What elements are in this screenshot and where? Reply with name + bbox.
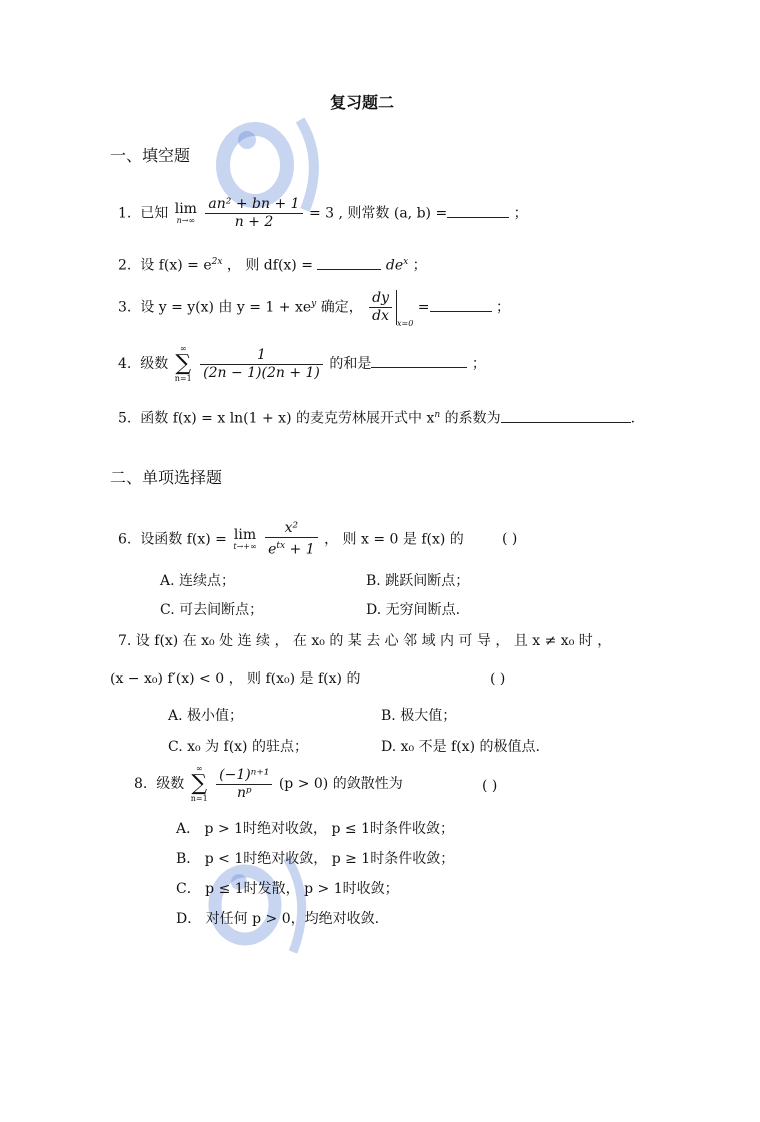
section-heading-fill-blank: 一、填空题 (110, 146, 191, 165)
option-a[interactable]: A. 连续点； (160, 573, 236, 589)
question-5: 5. 函数 f(x) = x ln(1 + x) 的麦克劳林展开式中 $x^n$ 的系数为 . (118, 410, 636, 427)
answer-blank[interactable] (317, 257, 381, 270)
answer-blank[interactable] (447, 205, 509, 218)
option-b[interactable]: B． p < 1时绝对收敛， p ≥ 1时条件收敛； (176, 851, 455, 867)
option-b[interactable]: B. 极大值； (381, 708, 457, 724)
option-c[interactable]: C. x₀ 为 f(x) 的驻点； (168, 739, 308, 755)
option-a[interactable]: A. 极小值； (168, 708, 244, 724)
option-d[interactable]: D. x₀ 不是 f(x) 的极值点. (381, 739, 540, 755)
answer-parens[interactable]: ( ) (502, 531, 518, 547)
option-d[interactable]: D. 无穷间断点. (366, 602, 461, 618)
option-a[interactable]: A． p > 1时绝对收敛， p ≤ 1时条件收敛； (176, 821, 455, 837)
page-title: 复习题二 (330, 93, 395, 112)
question-8: 8. 级数 ∞ ∑ n=1 $\frac{\text{(−1)ⁿ⁺¹}}{\text{nᵖ}}$ (p > 0) 的敛散性为 (134, 764, 403, 803)
answer-blank[interactable] (371, 355, 467, 368)
answer-blank[interactable] (501, 410, 631, 423)
option-c[interactable]: C. 可去间断点； (160, 602, 264, 618)
question-4: 4. 级数 ∞ ∑ n=1 $\frac{1}{(2n - 1)(2n + 1)}$ 的和是 ； (118, 344, 486, 383)
section-heading-single-choice: 二、单项选择题 (110, 468, 223, 487)
option-b[interactable]: B. 跳跃间断点； (366, 573, 470, 589)
option-c[interactable]: C． p ≤ 1时发散， p > 1时收敛； (176, 881, 399, 897)
answer-parens[interactable]: ( ) (490, 671, 506, 687)
question-7-line2: (x − x₀) f′(x) < 0 ， 则 f(x₀) 是 f(x) 的 (110, 671, 361, 687)
question-2: 2. 设 $f(x) = e^{2x}$ ， 则 $df(x) = de^x$ ； (118, 257, 427, 274)
question-6: 6. 设函数 f(x) = lim t→+∞ $\frac{\text{x²}}{e^{tx} + 1}$ ， 则 x = 0 是 f(x) 的 (118, 520, 464, 558)
answer-parens[interactable]: ( ) (482, 778, 498, 794)
answer-blank[interactable] (430, 299, 492, 312)
question-3: 3. 设 y = y(x) 由 $y = 1 + xe^y$ 确定， $\frac{dy}{dx}$ x=0 = ； (118, 290, 510, 328)
question-7-line1: 7. 设 f(x) 在 x₀ 处 连 续 ， 在 x₀ 的 某 去 心 邻 域 内 可 导 ， 且 x ≠ x₀ 时 ， (118, 633, 612, 649)
option-d[interactable]: D． 对任何 p > 0，均绝对收敛. (176, 911, 380, 927)
question-1: 1. 已知 lim n→∞ $\frac{\text{an² + bn + 1}}{n + 2}$ = 3 , 则常数 (a, b) = ； (118, 196, 528, 230)
